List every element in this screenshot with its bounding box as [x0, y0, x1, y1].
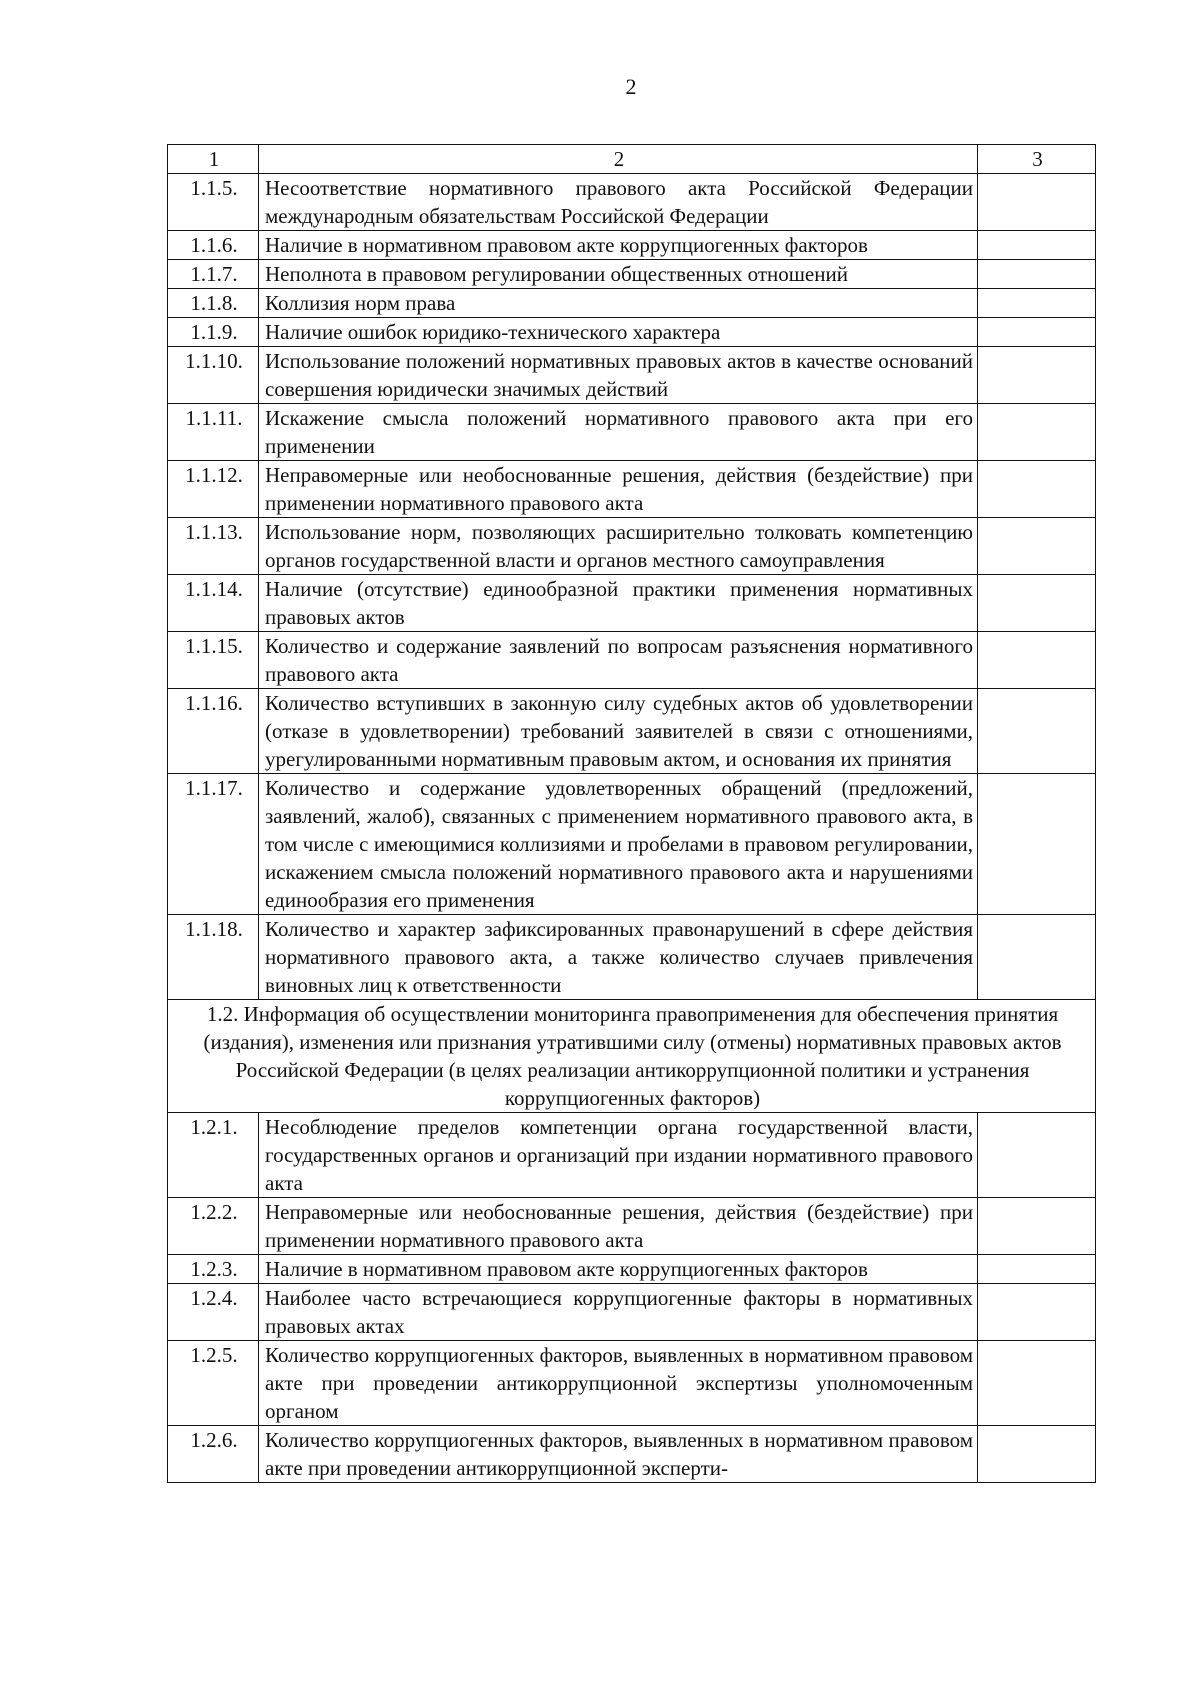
- row-value: [978, 461, 1096, 518]
- table-row: [168, 774, 1096, 915]
- row-value: [978, 689, 1096, 774]
- row-number: 1.2.1.: [168, 1113, 259, 1198]
- row-value: [978, 174, 1096, 231]
- header-col-1: 1: [168, 145, 259, 174]
- row-number: 1.1.5.: [168, 174, 259, 231]
- row-text: Наиболее часто встречающиеся коррупциогенные факторы в нормативных правовых актах: [259, 1284, 978, 1341]
- page-number: 2: [625, 74, 637, 99]
- table-row: [168, 575, 1096, 632]
- row-value: [978, 774, 1096, 915]
- monitoring-table: [167, 144, 1096, 1483]
- row-number: 1.1.10.: [168, 347, 259, 404]
- row-number: 1.1.16.: [168, 689, 259, 774]
- row-number: 1.1.11.: [168, 404, 259, 461]
- row-number: 1.1.13.: [168, 518, 259, 575]
- row-value: [978, 1284, 1096, 1341]
- table-row: [168, 1284, 1096, 1341]
- row-number: 1.1.12.: [168, 461, 259, 518]
- row-value: [978, 347, 1096, 404]
- table-row: [168, 915, 1096, 1000]
- row-text: Количество коррупциогенных факторов, выявленных в нормативном правовом акте при проведении антикоррупционной эксперти-: [259, 1426, 978, 1483]
- row-value: [978, 289, 1096, 318]
- row-number: 1.1.14.: [168, 575, 259, 632]
- row-text: Коллизия норм права: [259, 289, 978, 318]
- row-value: [978, 575, 1096, 632]
- table-row: [168, 231, 1096, 260]
- table-row: [168, 632, 1096, 689]
- row-value: [978, 318, 1096, 347]
- row-number: 1.1.6.: [168, 231, 259, 260]
- table-row: [168, 1198, 1096, 1255]
- table-row: [168, 318, 1096, 347]
- table-row: [168, 1255, 1096, 1284]
- row-text: Использование норм, позволяющих расширительно толковать компетенцию органов государственной власти и органов местного самоуправления: [259, 518, 978, 575]
- row-value: [978, 1113, 1096, 1198]
- row-text: Количество вступивших в законную силу судебных актов об удовлетворении (отказе в удовлетворении) требований заявителей в связи с отношениями, урегулированными нормативным правовым актом, и основания их принятия: [259, 689, 978, 774]
- table-row: [168, 1113, 1096, 1198]
- row-text: Количество и характер зафиксированных правонарушений в сфере действия нормативного правового акта, а также количество случаев привлечения виновных лиц к ответственности: [259, 915, 978, 1000]
- row-value: [978, 1426, 1096, 1483]
- header-col-2: 2: [259, 145, 978, 174]
- row-text: Количество и содержание удовлетворенных обращений (предложений, заявлений, жалоб), связанных с применением нормативного правового акта, в том числе с имеющимися коллизиями и пробелами в правовом регулировании, искажением смысла положений нормативного правового акта и нарушениями единообразия его применения: [259, 774, 978, 915]
- row-value: [978, 1341, 1096, 1426]
- table-row: [168, 404, 1096, 461]
- row-text: Использование положений нормативных правовых актов в качестве оснований совершения юридически значимых действий: [259, 347, 978, 404]
- row-value: [978, 632, 1096, 689]
- row-number: 1.2.6.: [168, 1426, 259, 1483]
- table-body: [168, 145, 1096, 1483]
- row-text: Наличие ошибок юридико-технического характера: [259, 318, 978, 347]
- row-value: [978, 404, 1096, 461]
- row-text: Количество и содержание заявлений по вопросам разъяснения нормативного правового акта: [259, 632, 978, 689]
- row-text: Неправомерные или необоснованные решения, действия (бездействие) при применении нормативного правового акта: [259, 1198, 978, 1255]
- row-value: [978, 231, 1096, 260]
- row-text: Количество коррупциогенных факторов, выявленных в нормативном правовом акте при проведении антикоррупционной экспертизы уполномоченным органом: [259, 1341, 978, 1426]
- row-text: Наличие (отсутствие) единообразной практики применения нормативных правовых актов: [259, 575, 978, 632]
- row-value: [978, 1255, 1096, 1284]
- row-number: 1.2.2.: [168, 1198, 259, 1255]
- table-row: [168, 260, 1096, 289]
- section-heading: 1.2. Информация об осуществлении мониторинга правоприменения для обеспечения принятия (издания), изменения или признания утратившими силу (отмены) нормативных правовых актов Российской Федерации (в целях реализации антикоррупционной политики и устранения коррупциогенных факторов): [168, 1000, 1096, 1113]
- row-number: 1.1.8.: [168, 289, 259, 318]
- table-row: [168, 461, 1096, 518]
- row-text: Несоответствие нормативного правового акта Российской Федерации международным обязательствам Российской Федерации: [259, 174, 978, 231]
- row-text: Наличие в нормативном правовом акте коррупциогенных факторов: [259, 231, 978, 260]
- row-text: Неправомерные или необоснованные решения, действия (бездействие) при применении нормативного правового акта: [259, 461, 978, 518]
- table-row: [168, 174, 1096, 231]
- row-value: [978, 260, 1096, 289]
- table-row: [168, 347, 1096, 404]
- table-row: [168, 1426, 1096, 1483]
- row-number: 1.2.3.: [168, 1255, 259, 1284]
- row-number: 1.1.17.: [168, 774, 259, 915]
- row-number: 1.2.5.: [168, 1341, 259, 1426]
- row-number: 1.1.18.: [168, 915, 259, 1000]
- row-text: Искажение смысла положений нормативного правового акта при его применении: [259, 404, 978, 461]
- row-number: 1.1.9.: [168, 318, 259, 347]
- row-value: [978, 915, 1096, 1000]
- header-col-3: 3: [978, 145, 1096, 174]
- table-row: [168, 1341, 1096, 1426]
- row-text: Наличие в нормативном правовом акте коррупциогенных факторов: [259, 1255, 978, 1284]
- row-number: 1.1.7.: [168, 260, 259, 289]
- table-header-row: [168, 145, 1096, 174]
- row-number: 1.1.15.: [168, 632, 259, 689]
- row-text: Неполнота в правовом регулировании общественных отношений: [259, 260, 978, 289]
- table-row: [168, 518, 1096, 575]
- row-number: 1.2.4.: [168, 1284, 259, 1341]
- row-value: [978, 518, 1096, 575]
- row-text: Несоблюдение пределов компетенции органа государственной власти, государственных органов и организаций при издании нормативного правового акта: [259, 1113, 978, 1198]
- table-row: [168, 689, 1096, 774]
- row-value: [978, 1198, 1096, 1255]
- section-heading-row: [168, 1000, 1096, 1113]
- table-row: [168, 289, 1096, 318]
